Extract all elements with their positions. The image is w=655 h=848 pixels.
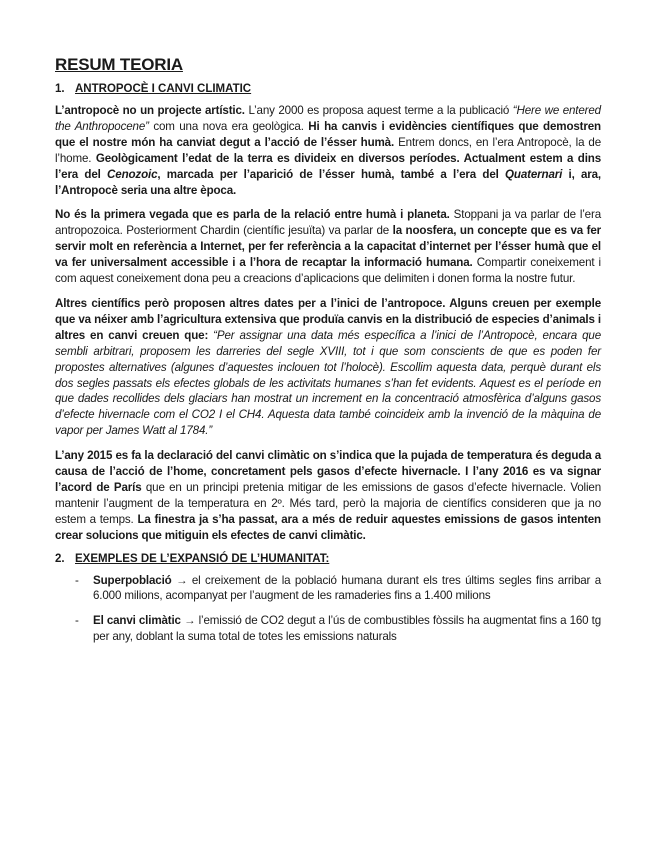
section-1-title: ANTROPOCÈ I CANVI CLIMATIC bbox=[75, 83, 252, 95]
list-item-superpoblacio bbox=[55, 573, 601, 605]
text-run: la noosfera, un concepte que es va fer servir molt en referència a Internet, per fer referència a la capacitat d’internet per l’ésser humà que el va fer universalment accessible i a l’hora de recaptar la informació humana. bbox=[55, 224, 601, 270]
text-run: Compartir coneixement i com aquest coneixement dona peu a creacions d’aplicacions que delimiten i donen forma la nostre futur. bbox=[55, 256, 601, 286]
text-run: La finestra ja s’ha passat, ara a més de reduir aquestes emissions de gasos intenten crear solucions que mitiguin els efectes de canvi climàtic. bbox=[55, 512, 601, 542]
paragraph-canvi-climatic bbox=[55, 448, 601, 543]
section-2-number: 2. bbox=[55, 552, 65, 565]
text-run: L’any 2015 es fa la declaració del canvi climàtic on s’indica que la pujada de temperatura és deguda a causa de l’acció de l’home, concretament pels gasos d’efecte hivernacle. I l’any 2016 es va signar l’acord de París bbox=[55, 449, 601, 494]
list-item-text bbox=[93, 614, 601, 643]
text-run: Stoppani ja va parlar de l’era antropozoica. Posteriorment Chardin (científic jesuïta) va parlar de bbox=[55, 208, 601, 238]
list-item-canvi-climatic bbox=[55, 613, 601, 645]
text-run: Quaternari bbox=[505, 167, 563, 181]
text-run: El canvi climàtic bbox=[93, 614, 181, 628]
text-run: → el creixement de la població humana durant els tres últims segles fins arribar a 6.000 milions, acompanyat per l’augment de les ramaderies fins a 1.400 milions bbox=[93, 573, 601, 603]
text-run: L’any 2000 es proposa aquest terme a la publicació bbox=[244, 104, 513, 117]
text-run: Cenozoic bbox=[107, 167, 158, 181]
text-run: Entrem doncs, en l’era Antropocè, la de l’home. bbox=[55, 135, 602, 165]
text-run: No és la primera vegada que es parla de la relació entre humà i planeta. bbox=[55, 208, 450, 222]
document-page bbox=[55, 55, 601, 654]
text-run: que en un principi pretenia mitigar de les emissions de gasos d’efecte hivernacle. Volien mantenir l’augment de la temperatura en 2º. Més tard, però la majoria de científics consideren que ja no estem a temps. bbox=[55, 480, 602, 526]
paragraph-altres-dates bbox=[55, 296, 601, 439]
text-run: Hi ha canvis i evidències científiques que demostren que el nostre món ha canviat degut a l’acció de l’ésser humà. bbox=[55, 119, 601, 149]
text-run: Geològicament l’edat de la terra es divideix en diversos períodes. Actualment estem a dins l’era del bbox=[55, 151, 601, 181]
paragraph-antropoce bbox=[55, 103, 601, 198]
text-run: “Here we entered the Anthropocene” bbox=[55, 104, 601, 133]
bullet-dash: - bbox=[75, 573, 79, 587]
text-run: “Per assignar una data més específica a l’inici de l’Antropocè, encara que sembli arbitrari, proposem les darreries del segle XVIII, tot i que som conscients de que es poden fer propostes alternatives (algunes d’aquestes inclouen tot l’holocè). Escollim aquesta data, perquè durant els dos segles passats els efectes globals de les activitats humanes s’han fet evidents. Aquest es el període en que dades recollides dels glaciars han mostrat un increment en la concentració atmosfèrica d’alguns gasos d’efecte hivernacle com el CO2 I el CH4. Aquesta data també coincideix amb la invenció de la màquina de vapor per James Watt al 1784.” bbox=[55, 328, 601, 438]
paragraph-noosfera bbox=[55, 207, 601, 287]
text-run: com una nova era geològica. bbox=[148, 119, 309, 133]
section-2-title: EXEMPLES DE L’EXPANSIÓ DE L’HUMANITAT: bbox=[75, 552, 330, 565]
list-item-text bbox=[93, 574, 601, 603]
text-run: → l’emissió de CO2 degut a l’ús de combustibles fòssils ha augmentat fins a 160 tg per any, doblant la suma total de totes les emissions naturals bbox=[93, 614, 601, 644]
document-title: RESUM TEORIA bbox=[55, 55, 183, 74]
text-run: i, ara, l’Antropocè seria una altre època. bbox=[55, 167, 601, 197]
text-run: Superpoblació bbox=[93, 573, 172, 587]
section-2-heading bbox=[55, 553, 601, 565]
text-run: L’antropocè no un projecte artístic. bbox=[55, 104, 245, 117]
examples-list bbox=[55, 573, 601, 646]
text-run: , marcada per l’aparició de l’ésser humà, també a l’era del bbox=[157, 167, 506, 181]
text-run: Altres científics però proposen altres dates per a l’inici de l’antropoce. Alguns creuen per exemple que va néixer amb l’agricultura extensiva que produïa canvis en la distribució de especies d’animals i altres en canvi creuen que: bbox=[55, 296, 601, 342]
bullet-dash: - bbox=[75, 614, 79, 628]
section-1-heading bbox=[55, 83, 601, 95]
section-1-number: 1. bbox=[55, 83, 65, 95]
